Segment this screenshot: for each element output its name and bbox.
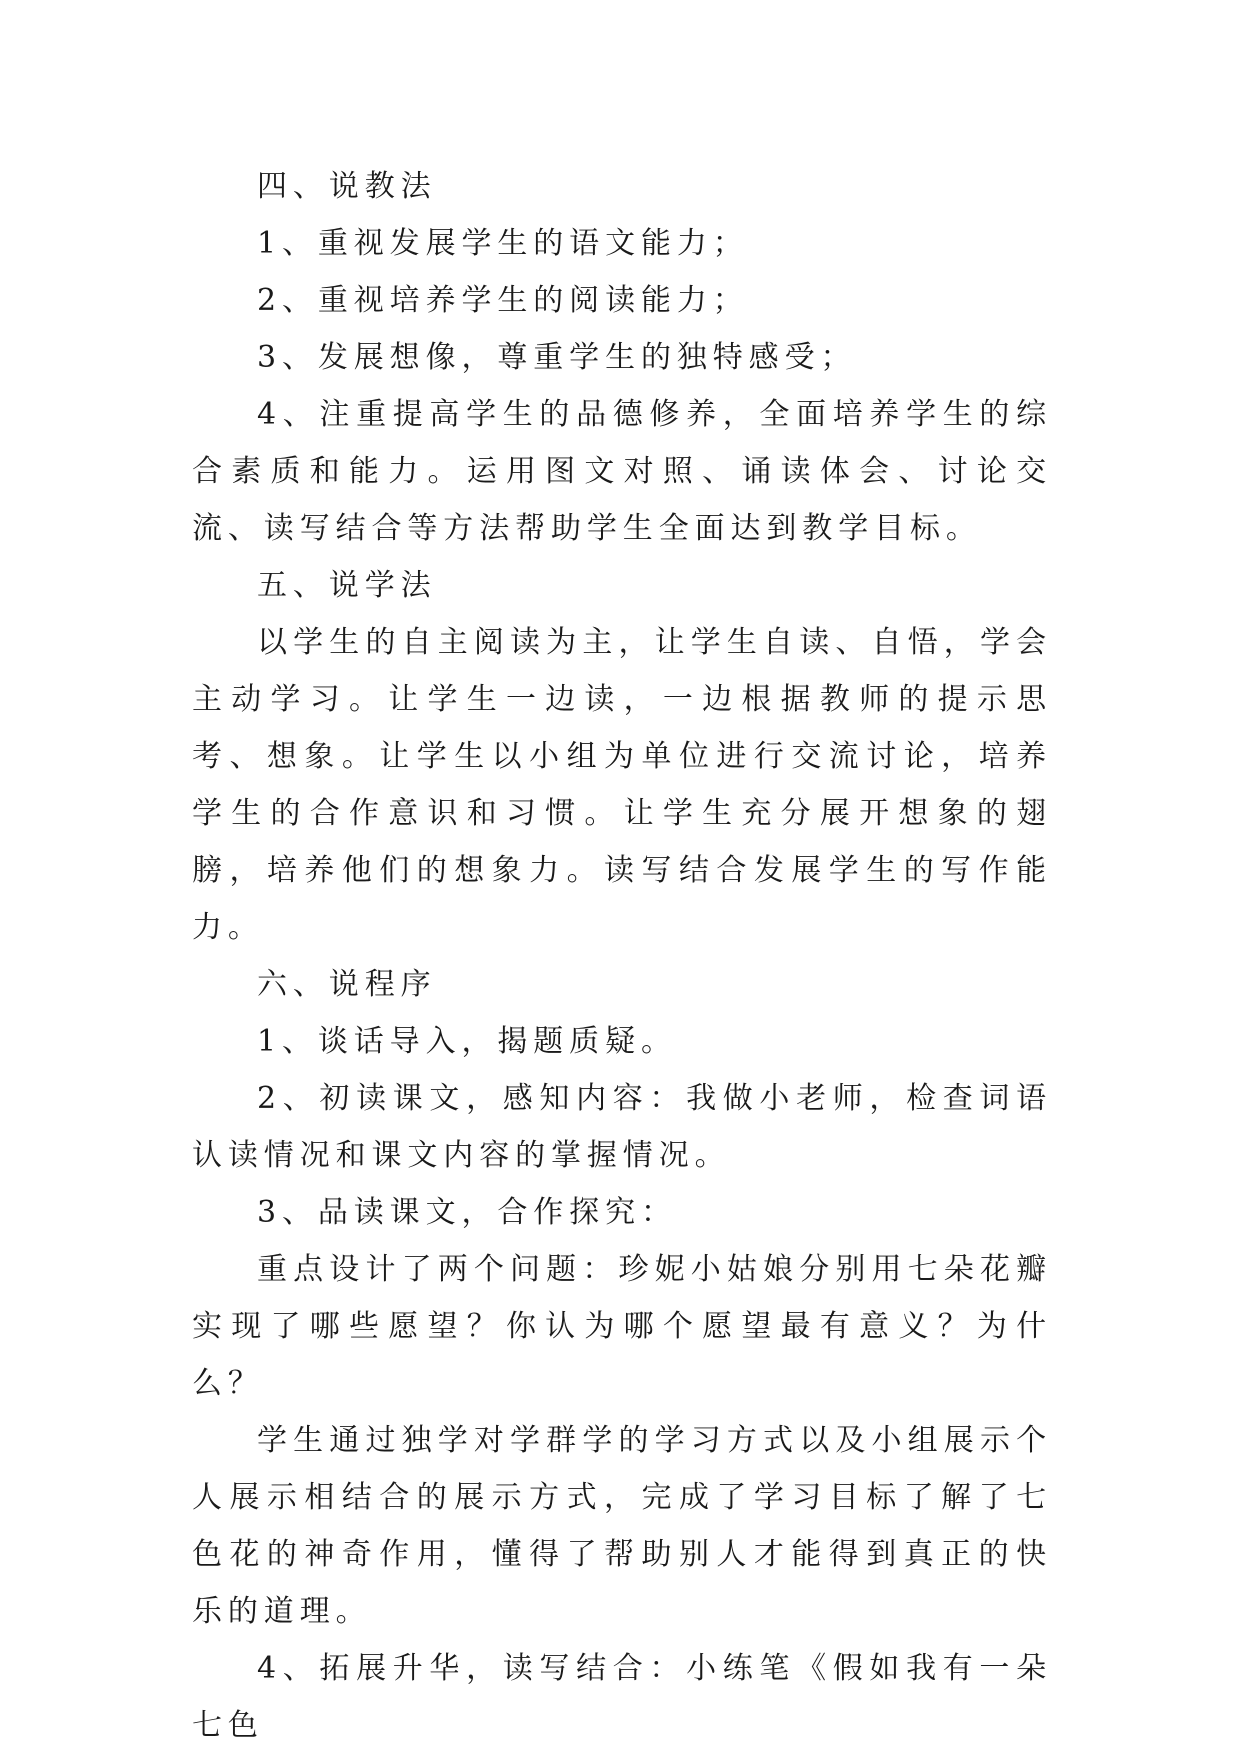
paragraph: 3、发展想像，尊重学生的独特感受； [257, 340, 857, 375]
section-heading-teaching-methods: 四、说教法 [257, 169, 437, 204]
section-heading-procedure: 六、说程序 [257, 967, 437, 1002]
paragraph: 1、谈话导入，揭题质疑。 [257, 1024, 677, 1059]
paragraph: 2、重视培养学生的阅读能力； [257, 283, 749, 318]
paragraph: 2、初读课文，感知内容：我做小老师，检查词语认读情况和课文内容的掌握情况。 [192, 1081, 1052, 1173]
paragraph: 重点设计了两个问题：珍妮小姑娘分别用七朵花瓣实现了哪些愿望？你认为哪个愿望最有意义？为什么？ [192, 1252, 1052, 1401]
section-heading-learning-methods: 五、说学法 [257, 568, 437, 603]
paragraph: 3、品读课文，合作探究： [257, 1195, 677, 1230]
paragraph: 学生通过独学对学群学的学习方式以及小组展示个人展示相结合的展示方式，完成了学习目标了解了七色花的神奇作用，懂得了帮助别人才能得到真正的快乐的道理。 [192, 1423, 1052, 1629]
paragraph: 以学生的自主阅读为主，让学生自读、自悟，学会主动学习。让学生一边读，一边根据教师的提示思考、想象。让学生以小组为单位进行交流讨论，培养学生的合作意识和习惯。让学生充分展开想象的翅膀，培养他们的想象力。读写结合发展学生的写作能力。 [192, 625, 1052, 945]
paragraph: 4、注重提高学生的品德修养，全面培养学生的综合素质和能力。运用图文对照、诵读体会、讨论交流、读写结合等方法帮助学生全面达到教学目标。 [192, 397, 1052, 546]
paragraph: 4、拓展升华，读写结合：小练笔《假如我有一朵七色 [192, 1651, 1052, 1743]
document-body [192, 158, 1052, 1754]
paragraph: 1、重视发展学生的语文能力； [257, 226, 749, 261]
